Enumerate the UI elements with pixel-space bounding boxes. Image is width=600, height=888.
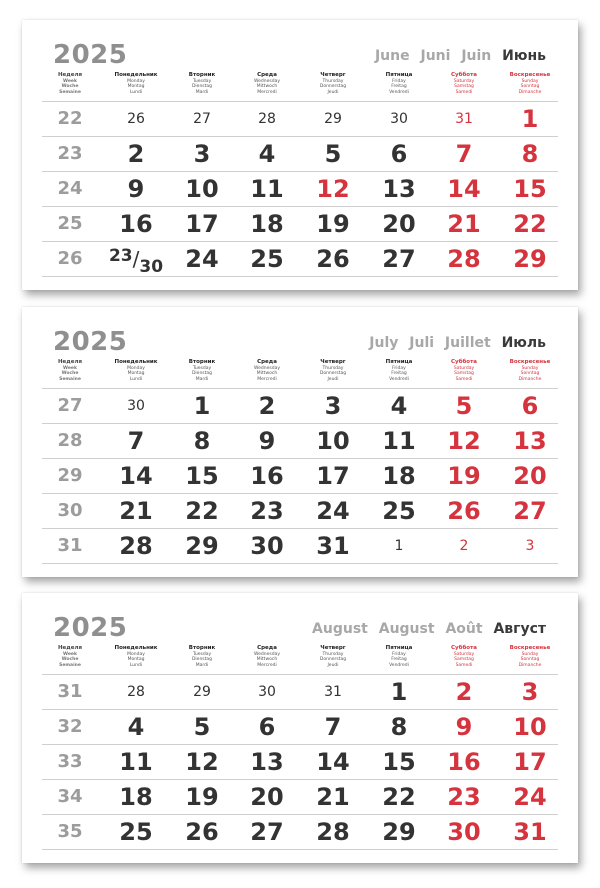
row-divider [42, 458, 558, 459]
day-cell: 22 [513, 209, 547, 238]
weekday-header [104, 360, 168, 382]
day-cell: 21 [447, 209, 481, 238]
weekday-header-en: Monday [127, 365, 145, 371]
day-cell: 8 [193, 426, 211, 455]
day-cell: 28 [127, 683, 145, 700]
weekday-header-en: Sunday [521, 78, 539, 84]
weekday-header-de: Samstag [454, 84, 474, 89]
row-divider [42, 206, 558, 207]
day-cell: 15 [185, 461, 219, 490]
weekday-header-fr: Samedi [455, 376, 473, 382]
weekday-header-en: Friday [392, 78, 406, 84]
weekday-header-en: Saturday [453, 651, 475, 657]
day-cell: 31 [455, 110, 473, 127]
day-cell: 27 [193, 110, 211, 127]
month-name-en: June [374, 48, 410, 64]
day-cell: 30 [390, 110, 408, 127]
week-number: 30 [57, 499, 83, 521]
week-number: 26 [57, 247, 83, 269]
day-cell: 19 [447, 461, 481, 490]
weekday-header-fr: Mardi [195, 662, 209, 668]
weekday-header-fr: Semaine [59, 89, 81, 95]
day-cell: 17 [185, 209, 219, 238]
row-divider [42, 388, 558, 389]
day-cell: 4 [390, 391, 408, 420]
month-name-de: Juni [420, 48, 451, 64]
weekday-header [46, 73, 94, 95]
day-cell: 22 [185, 496, 219, 525]
weekday-header-ru: Неделя [57, 72, 83, 78]
weekday-header-fr: Samedi [455, 89, 473, 95]
day-cell: 29 [382, 817, 416, 846]
weekday-header-en: Week [63, 365, 77, 371]
month-block-august [22, 593, 578, 863]
day-cell: 2 [455, 677, 473, 706]
row-divider [42, 744, 558, 745]
day-cell: 28 [258, 110, 276, 127]
weekday-header-ru: Суббота [451, 359, 477, 365]
weekday-header [498, 646, 562, 668]
weekday-header-ru: Четверг [320, 359, 346, 365]
row-divider [42, 493, 558, 494]
weekday-header [432, 646, 496, 668]
weekday-header-ru: Четверг [320, 72, 346, 78]
week-number: 31 [57, 680, 83, 702]
weekday-header-de: Mittwoch [256, 84, 278, 89]
weekday-header-de: Mittwoch [256, 657, 278, 662]
day-cell: 31 [513, 817, 547, 846]
weekday-header-ru: Суббота [451, 72, 477, 78]
day-cell: 21 [316, 782, 350, 811]
day-cell: 8 [390, 712, 408, 741]
day-separator: / [132, 246, 140, 271]
day-cell: 7 [127, 426, 145, 455]
weekday-header-fr: Lundi [129, 89, 143, 95]
year-label: 2025 [53, 327, 128, 357]
day-cell: 25 [119, 817, 153, 846]
week-number: 29 [57, 464, 83, 486]
day-cell: 23 [250, 496, 284, 525]
day-cell: 15 [513, 174, 547, 203]
day-cell: 24 [316, 496, 350, 525]
weekday-header-ru: Воскресенье [509, 72, 551, 78]
day-cell: 11 [250, 174, 284, 203]
day-cell: 28 [447, 244, 481, 273]
day-cell: 6 [390, 139, 408, 168]
weekday-header-de: Woche [61, 84, 79, 89]
weekday-header [170, 646, 234, 668]
day-cell: 11 [382, 426, 416, 455]
day-number-b: 30 [139, 256, 164, 277]
row-divider [42, 563, 558, 564]
day-cell: 26 [185, 817, 219, 846]
day-cell: 12 [185, 747, 219, 776]
weekday-header-fr: Samedi [455, 662, 473, 668]
day-cell: 9 [127, 174, 145, 203]
weekday-header [301, 73, 365, 95]
day-cell: 23 [447, 782, 481, 811]
weekday-header [104, 646, 168, 668]
row-divider [42, 674, 558, 675]
weekday-header-de: Montag [127, 84, 145, 89]
weekday-header-de: Freitag [391, 84, 407, 89]
weekday-header-ru: Неделя [57, 645, 83, 651]
week-number: 24 [57, 177, 83, 199]
weekday-header-ru: Пятница [385, 645, 413, 651]
day-cell: 5 [455, 391, 473, 420]
row-divider [42, 136, 558, 137]
weekday-header-de: Samstag [454, 657, 474, 662]
weekday-header [104, 73, 168, 95]
day-cell: 6 [258, 712, 276, 741]
weekday-header-de: Donnerstag [319, 657, 347, 662]
day-cell: 30 [127, 397, 145, 414]
day-cell: 17 [513, 747, 547, 776]
weekday-header-ru: Понедельник [114, 645, 158, 651]
day-cell: 26 [316, 244, 350, 273]
month-name-ru: Июнь [502, 48, 546, 64]
day-cell: 1 [521, 104, 539, 133]
week-number: 33 [57, 750, 83, 772]
row-divider [42, 814, 558, 815]
day-cell [104, 245, 168, 275]
day-cell: 18 [119, 782, 153, 811]
weekday-header-en: Saturday [453, 365, 475, 371]
weekday-header [170, 73, 234, 95]
weekday-header-fr: Vendredi [389, 376, 409, 382]
weekday-header-fr: Jeudi [327, 376, 339, 382]
day-cell: 13 [513, 426, 547, 455]
weekday-header-en: Wednesday [253, 365, 281, 371]
weekday-header-en: Monday [127, 651, 145, 657]
weekday-header-de: Donnerstag [319, 84, 347, 89]
month-name-en: July [369, 335, 399, 351]
day-cell: 13 [382, 174, 416, 203]
weekday-header [46, 646, 94, 668]
weekday-header [170, 360, 234, 382]
month-block-june [22, 20, 578, 290]
day-cell: 2 [459, 537, 469, 554]
weekday-header-ru: Воскресенье [509, 645, 551, 651]
month-name-de: August [378, 621, 435, 637]
weekday-header-de: Mittwoch [256, 371, 278, 376]
day-cell: 9 [455, 712, 473, 741]
day-cell: 29 [324, 110, 342, 127]
day-cell: 1 [394, 537, 404, 554]
row-divider [42, 101, 558, 102]
weekday-header-en: Tuesday [192, 365, 212, 371]
day-cell: 3 [525, 537, 535, 554]
day-cell: 9 [258, 426, 276, 455]
row-divider [42, 849, 558, 850]
week-number: 23 [57, 142, 83, 164]
day-number-a: 23 [108, 245, 133, 266]
day-cell: 31 [324, 683, 342, 700]
day-cell: 27 [250, 817, 284, 846]
weekday-header-de: Freitag [391, 371, 407, 376]
year-label: 2025 [53, 40, 128, 70]
weekday-header-ru: Вторник [188, 72, 216, 78]
weekday-header-fr: Dimanche [518, 89, 542, 95]
day-cell: 20 [513, 461, 547, 490]
weekday-header-en: Friday [392, 365, 406, 371]
weekday-header [498, 73, 562, 95]
weekday-header-fr: Semaine [59, 376, 81, 382]
row-divider [42, 171, 558, 172]
row-divider [42, 709, 558, 710]
weekday-header-ru: Понедельник [114, 72, 158, 78]
row-divider [42, 423, 558, 424]
day-cell: 29 [193, 683, 211, 700]
weekday-header-de: Woche [61, 657, 79, 662]
weekday-header-de: Sonntag [520, 657, 540, 662]
day-cell: 14 [119, 461, 153, 490]
weekday-header-de: Dienstag [191, 657, 213, 662]
month-name-en: August [312, 621, 368, 637]
weekday-header-ru: Среда [257, 645, 277, 651]
month-name-ru: Июль [501, 335, 546, 351]
weekday-header-ru: Неделя [57, 359, 83, 365]
weekday-header-ru: Вторник [188, 359, 216, 365]
weekday-header [367, 360, 431, 382]
day-cell: 18 [382, 461, 416, 490]
day-cell: 12 [316, 174, 350, 203]
weekday-header-de: Montag [127, 371, 145, 376]
day-cell: 6 [521, 391, 539, 420]
row-divider [42, 779, 558, 780]
weekday-header-ru: Понедельник [114, 359, 158, 365]
day-cell: 22 [382, 782, 416, 811]
day-cell: 29 [185, 531, 219, 560]
weekday-header-en: Thursday [322, 651, 344, 657]
week-number: 32 [57, 715, 83, 737]
day-cell: 13 [250, 747, 284, 776]
weekday-header-en: Thursday [322, 365, 344, 371]
weekday-header [301, 360, 365, 382]
weekday-header-de: Samstag [454, 371, 474, 376]
day-cell: 2 [258, 391, 276, 420]
weekday-header-fr: Mercredi [257, 662, 277, 668]
day-cell: 17 [316, 461, 350, 490]
weekday-header-ru: Вторник [188, 645, 216, 651]
weekday-header-de: Dienstag [191, 84, 213, 89]
month-names [306, 621, 546, 637]
day-cell: 20 [250, 782, 284, 811]
day-cell: 14 [316, 747, 350, 776]
weekday-header [235, 360, 299, 382]
week-number: 25 [57, 212, 83, 234]
day-cell: 27 [513, 496, 547, 525]
month-name-ru: Август [493, 621, 546, 637]
weekday-header-fr: Vendredi [389, 662, 409, 668]
weekday-header-en: Week [63, 651, 77, 657]
weekday-header [367, 646, 431, 668]
day-cell: 29 [513, 244, 547, 273]
week-number: 31 [57, 534, 83, 556]
weekday-header-fr: Lundi [129, 662, 143, 668]
week-number: 34 [57, 785, 83, 807]
weekday-header-de: Montag [127, 657, 145, 662]
weekday-header [301, 646, 365, 668]
weekday-header-ru: Пятница [385, 72, 413, 78]
weekday-header-de: Freitag [391, 657, 407, 662]
weekday-header-ru: Воскресенье [509, 359, 551, 365]
day-cell: 4 [258, 139, 276, 168]
week-number: 27 [57, 394, 83, 416]
weekday-header-en: Thursday [322, 78, 344, 84]
month-names [363, 335, 546, 351]
day-cell: 11 [119, 747, 153, 776]
week-number: 28 [57, 429, 83, 451]
day-cell: 20 [382, 209, 416, 238]
weekday-header-fr: Vendredi [389, 89, 409, 95]
day-cell: 10 [185, 174, 219, 203]
day-cell: 1 [193, 391, 211, 420]
month-name-fr: Août [445, 621, 483, 637]
year-label: 2025 [53, 613, 128, 643]
weekday-header-en: Tuesday [192, 78, 212, 84]
day-cell: 31 [316, 531, 350, 560]
weekday-header [235, 73, 299, 95]
week-number: 35 [57, 820, 83, 842]
day-cell: 26 [447, 496, 481, 525]
weekday-header-en: Friday [392, 651, 406, 657]
day-cell: 18 [250, 209, 284, 238]
day-cell: 5 [193, 712, 211, 741]
day-cell: 10 [316, 426, 350, 455]
weekday-header [367, 73, 431, 95]
weekday-header-en: Wednesday [253, 78, 281, 84]
weekday-header-fr: Jeudi [327, 89, 339, 95]
month-name-fr: Juin [461, 48, 492, 64]
day-cell: 10 [513, 712, 547, 741]
weekday-header-fr: Dimanche [518, 662, 542, 668]
weekday-header-de: Donnerstag [319, 371, 347, 376]
day-cell: 30 [250, 531, 284, 560]
weekday-header-ru: Среда [257, 359, 277, 365]
weekday-header-en: Tuesday [192, 651, 212, 657]
day-cell: 25 [382, 496, 416, 525]
month-block-july [22, 307, 578, 577]
weekday-header-en: Monday [127, 78, 145, 84]
week-number: 22 [57, 107, 83, 129]
weekday-header-de: Sonntag [520, 371, 540, 376]
weekday-header-ru: Суббота [451, 645, 477, 651]
day-cell: 21 [119, 496, 153, 525]
day-cell: 30 [447, 817, 481, 846]
day-cell: 3 [324, 391, 342, 420]
day-cell: 15 [382, 747, 416, 776]
month-name-fr: Juillet [444, 335, 491, 351]
row-divider [42, 528, 558, 529]
day-cell: 8 [521, 139, 539, 168]
weekday-header-fr: Mercredi [257, 89, 277, 95]
weekday-header-fr: Mardi [195, 89, 209, 95]
weekday-header-ru: Четверг [320, 645, 346, 651]
weekday-header-fr: Mercredi [257, 376, 277, 382]
weekday-header-ru: Среда [257, 72, 277, 78]
weekday-header-fr: Lundi [129, 376, 143, 382]
weekday-header-fr: Dimanche [518, 376, 542, 382]
weekday-header-en: Week [63, 78, 77, 84]
weekday-header-fr: Semaine [59, 662, 81, 668]
day-cell: 1 [390, 677, 408, 706]
weekday-header-fr: Jeudi [327, 662, 339, 668]
weekday-header-en: Saturday [453, 78, 475, 84]
day-cell: 24 [513, 782, 547, 811]
weekday-header [46, 360, 94, 382]
day-cell: 24 [185, 244, 219, 273]
row-divider [42, 276, 558, 277]
weekday-header-en: Wednesday [253, 651, 281, 657]
month-name-de: Juli [409, 335, 435, 351]
weekday-header-en: Sunday [521, 651, 539, 657]
day-cell: 12 [447, 426, 481, 455]
day-cell: 28 [119, 531, 153, 560]
day-cell: 30 [258, 683, 276, 700]
day-cell: 16 [447, 747, 481, 776]
month-names [369, 48, 546, 64]
weekday-header-en: Sunday [521, 365, 539, 371]
day-cell: 3 [193, 139, 211, 168]
day-cell: 7 [455, 139, 473, 168]
day-cell: 3 [521, 677, 539, 706]
day-cell: 2 [127, 139, 145, 168]
day-cell: 4 [127, 712, 145, 741]
day-cell: 5 [324, 139, 342, 168]
day-cell: 26 [127, 110, 145, 127]
day-cell: 19 [185, 782, 219, 811]
day-cell: 7 [324, 712, 342, 741]
day-cell: 25 [250, 244, 284, 273]
weekday-header [432, 73, 496, 95]
day-cell: 19 [316, 209, 350, 238]
weekday-header-de: Woche [61, 371, 79, 376]
weekday-header-ru: Пятница [385, 359, 413, 365]
day-cell: 16 [250, 461, 284, 490]
day-cell: 28 [316, 817, 350, 846]
row-divider [42, 241, 558, 242]
weekday-header [432, 360, 496, 382]
weekday-header-de: Sonntag [520, 84, 540, 89]
day-cell: 27 [382, 244, 416, 273]
day-cell: 14 [447, 174, 481, 203]
weekday-header-de: Dienstag [191, 371, 213, 376]
day-cell: 16 [119, 209, 153, 238]
weekday-header-fr: Mardi [195, 376, 209, 382]
weekday-header [498, 360, 562, 382]
weekday-header [235, 646, 299, 668]
